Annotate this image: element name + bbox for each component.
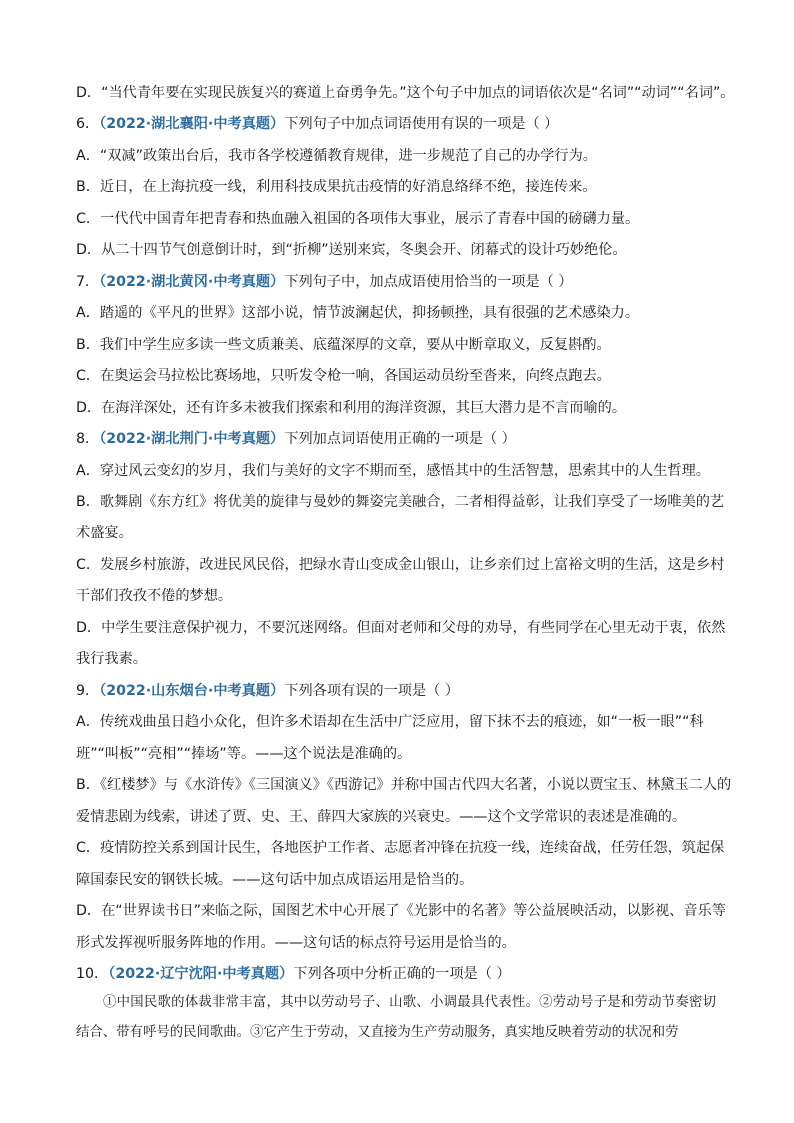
question-heading xyxy=(76,429,516,449)
text-line: D．在“世界读书日”来临之际，国图艺术中心开展了《光影中的名著》等公益展映活动，以影视、音乐等 xyxy=(76,903,726,919)
question-stem: 下列句子中加点词语使用有误的一项是（ ） xyxy=(284,116,559,132)
text-line: D．中学生要注意保护视力，不要沉迷网络。但面对老师和父母的劝导，有些同学在心里无动于衷，依然 xyxy=(76,620,726,636)
question-heading xyxy=(76,964,511,984)
question-stem: 下列各项有误的一项是（ ） xyxy=(284,683,460,699)
text-line: A．“双减”政策出台后，我市各学校遵循教育规律，进一步规范了自己的办学行为。 xyxy=(76,148,597,164)
text-line: 干部们孜孜不倦的梦想。 xyxy=(76,588,233,604)
question-heading xyxy=(76,114,558,134)
question-number: 8． xyxy=(76,431,100,447)
question-source: （2022·辽宁沈阳·中考真题） xyxy=(108,966,294,982)
text-line: 我行我素。 xyxy=(76,651,147,667)
text-line: 爱情悲剧为线索，讲述了贾、史、王、薛四大家族的兴衰史。——这个文学常识的表述是准确的。 xyxy=(76,809,687,825)
text-line: C．一代代中国青年把青春和热血融入祖国的各项伟大事业，展示了青春中国的磅礴力量。 xyxy=(76,211,640,227)
text-line: 术盛宴。 xyxy=(76,525,133,541)
text-line: D．在海洋深处，还有许多未被我们探索和利用的海洋资源，其巨大潜力是不言而喻的。 xyxy=(76,400,627,416)
text-line: B．歌舞剧《东方红》将优美的旋律与曼妙的舞姿完美融合，二者相得益彰，让我们享受了一场唯美的艺 xyxy=(76,494,725,510)
question-number: 7． xyxy=(76,274,100,290)
text-line: D．“当代青年要在实现民族复兴的赛道上奋勇争先。”这个句子中加点的词语依次是“名词”“动词”“名词”。 xyxy=(76,85,735,101)
text-line: 形式发挥视听服务阵地的作用。——这句话的标点符号运用是恰当的。 xyxy=(76,935,516,951)
text-line: B．近日，在上海抗疫一线，利用科技成果抗击疫情的好消息络绎不绝，接连传来。 xyxy=(76,179,597,195)
question-number: 9． xyxy=(76,683,100,699)
question-source: （2022·山东烟台·中考真题） xyxy=(99,683,285,699)
text-line: D．从二十四节气创意倒计时，到“折柳”送别来宾，冬奥会开、闭幕式的设计巧妙绝伦。 xyxy=(76,242,627,258)
text-line: 障国泰民安的钢铁长城。——这句话中加点成语运用是恰当的。 xyxy=(76,872,474,888)
question-stem: 下列句子中，加点成语使用恰当的一项是（ ） xyxy=(284,274,573,290)
question-number: 10． xyxy=(76,966,109,982)
reading-passage: ①中国民歌的体裁非常丰富，其中以劳动号子、山歌、小调最具代表性。②劳动号子是和劳动节奏密切结合、带有呼号的民间歌曲。③它产生于劳动，又直接为生产劳动服务，真实地反映着劳动的状况和劳 xyxy=(76,995,716,1040)
question-heading xyxy=(76,681,459,701)
text-line: C．疫情防控关系到国计民生，各地医护工作者、志愿者冲锋在抗疫一线，连续奋战，任劳任怨，筑起保 xyxy=(76,840,725,856)
text-line: A．踏遥的《平凡的世界》这部小说，情节波澜起伏，抑扬顿挫，具有很强的艺术感染力。 xyxy=(76,305,640,321)
text-line: A．传统戏曲虽日趋小众化，但许多术语却在生活中广泛应用，留下抹不去的痕迹，如“一板一眼”“科 xyxy=(76,714,704,730)
text-line: B．我们中学生应多读一些文质兼美、底蕴深厚的文章，要从中断章取义，反复斟酌。 xyxy=(76,337,611,353)
question-number: 6． xyxy=(76,116,100,132)
text-line: 班”“叫板”“亮相”“捧场”等。——这个说法是准确的。 xyxy=(76,746,412,762)
question-source: （2022·湖北襄阳·中考真题） xyxy=(99,116,285,132)
question-source: （2022·湖北荆门·中考真题） xyxy=(99,431,285,447)
question-source: （2022·湖北黄冈·中考真题） xyxy=(99,274,285,290)
text-line: A．穿过风云变幻的岁月，我们与美好的文字不期而至，感悟其中的生活智慧，思索其中的人生哲理。 xyxy=(76,463,710,479)
question-heading xyxy=(76,272,573,292)
text-line: B．《红楼梦》与《水浒传》《三国演义》《西游记》并称中国古代四大名著，小说以贾宝玉、林黛玉二人的 xyxy=(76,777,732,793)
question-stem: 下列加点词语使用正确的一项是（ ） xyxy=(284,431,516,447)
text-line: C．发展乡村旅游，改进民风民俗，把绿水青山变成金山银山，让乡亲们过上富裕文明的生活，这是乡村 xyxy=(76,557,725,573)
question-stem: 下列各项中分析正确的一项是（ ） xyxy=(293,966,511,982)
text-line: C．在奥运会马拉松比赛场地，只听发令枪一响，各国运动员纷至沓来，向终点跑去。 xyxy=(76,368,611,384)
